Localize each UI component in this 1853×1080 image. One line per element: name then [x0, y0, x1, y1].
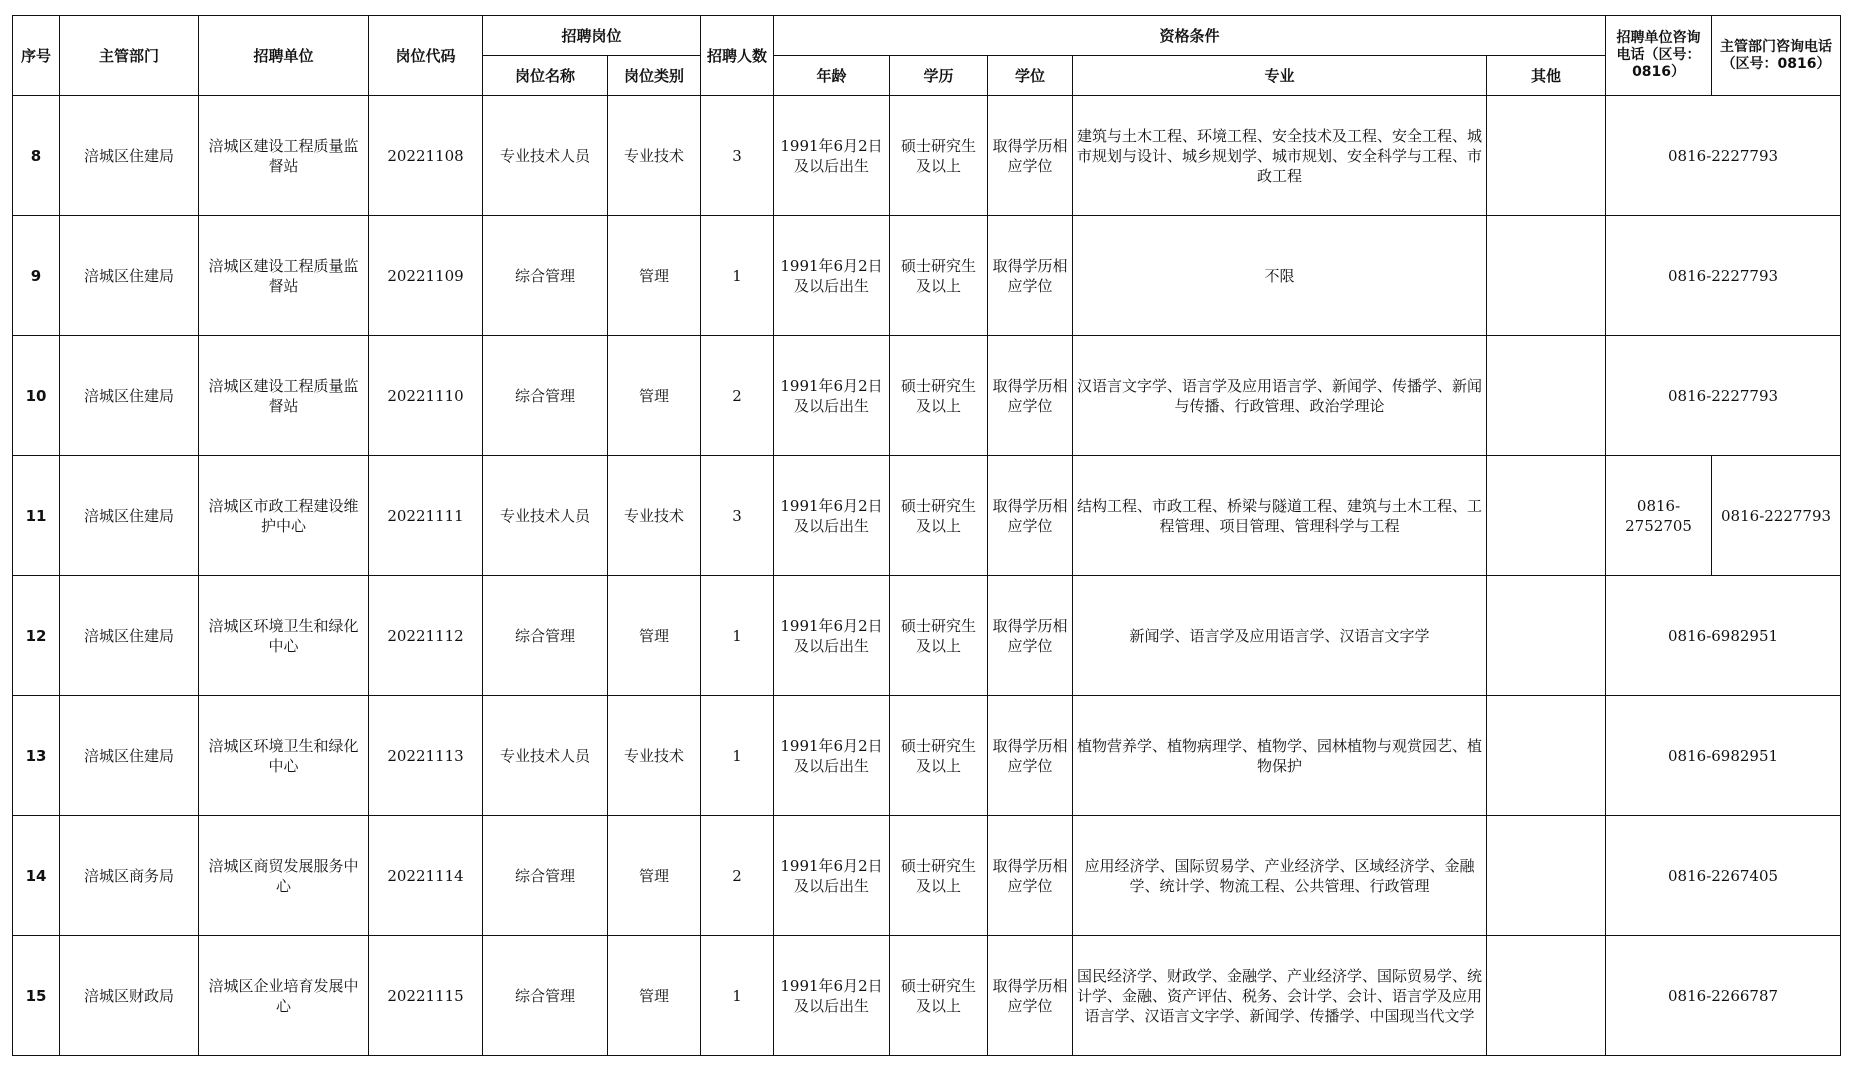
- cell-major: 新闻学、语言学及应用语言学、汉语言文字学: [1073, 576, 1487, 696]
- cell-unit: 涪城区环境卫生和绿化中心: [199, 576, 369, 696]
- cell-count: 3: [701, 456, 774, 576]
- cell-position-name: 综合管理: [483, 816, 608, 936]
- table-row: [13, 456, 1841, 576]
- cell-phone: 0816-2227793: [1606, 216, 1841, 336]
- cell-code: 20221112: [369, 576, 483, 696]
- cell-dept: 涪城区住建局: [60, 96, 199, 216]
- cell-seq: 9: [13, 216, 60, 336]
- header-row-1: [13, 16, 1841, 56]
- table-row: [13, 336, 1841, 456]
- cell-code: 20221109: [369, 216, 483, 336]
- cell-other: [1487, 576, 1606, 696]
- cell-major: 国民经济学、财政学、金融学、产业经济学、国际贸易学、统计学、金融、资产评估、税务、会计学、会计、语言学及应用语言学、汉语言文字学、新闻学、传播学、中国现当代文学: [1073, 936, 1487, 1056]
- cell-age: 1991年6月2日及以后出生: [774, 336, 890, 456]
- cell-phone: 0816-2267405: [1606, 816, 1841, 936]
- header-position-group: 招聘岗位: [483, 16, 701, 56]
- cell-unit: 涪城区建设工程质量监督站: [199, 336, 369, 456]
- cell-dept: 涪城区住建局: [60, 336, 199, 456]
- cell-seq: 12: [13, 576, 60, 696]
- cell-edu: 硕士研究生及以上: [890, 456, 988, 576]
- cell-code: 20221110: [369, 336, 483, 456]
- header-age: 年龄: [774, 56, 890, 96]
- cell-position-type: 管理: [608, 576, 701, 696]
- header-unit: 招聘单位: [199, 16, 369, 96]
- cell-code: 20221111: [369, 456, 483, 576]
- header-unit-phone: 招聘单位咨询电话（区号：0816）: [1606, 16, 1712, 96]
- cell-count: 2: [701, 336, 774, 456]
- table-row: [13, 96, 1841, 216]
- cell-count: 1: [701, 576, 774, 696]
- cell-degree: 取得学历相应学位: [988, 936, 1073, 1056]
- cell-position-type: 管理: [608, 216, 701, 336]
- cell-other: [1487, 216, 1606, 336]
- cell-age: 1991年6月2日及以后出生: [774, 456, 890, 576]
- cell-dept: 涪城区财政局: [60, 936, 199, 1056]
- header-dept: 主管部门: [60, 16, 199, 96]
- cell-dept: 涪城区住建局: [60, 576, 199, 696]
- cell-dept-phone: 0816-2227793: [1712, 456, 1841, 576]
- header-major: 专业: [1073, 56, 1487, 96]
- cell-edu: 硕士研究生及以上: [890, 96, 988, 216]
- cell-age: 1991年6月2日及以后出生: [774, 216, 890, 336]
- cell-degree: 取得学历相应学位: [988, 96, 1073, 216]
- cell-position-type: 管理: [608, 936, 701, 1056]
- cell-count: 3: [701, 96, 774, 216]
- cell-dept: 涪城区商务局: [60, 816, 199, 936]
- cell-unit: 涪城区商贸发展服务中心: [199, 816, 369, 936]
- cell-edu: 硕士研究生及以上: [890, 336, 988, 456]
- cell-position-type: 专业技术: [608, 696, 701, 816]
- cell-seq: 14: [13, 816, 60, 936]
- cell-position-type: 专业技术: [608, 456, 701, 576]
- header-dept-phone: 主管部门咨询电话（区号：0816）: [1712, 16, 1841, 96]
- header-degree: 学位: [988, 56, 1073, 96]
- cell-edu: 硕士研究生及以上: [890, 696, 988, 816]
- cell-age: 1991年6月2日及以后出生: [774, 696, 890, 816]
- cell-major: 植物营养学、植物病理学、植物学、园林植物与观赏园艺、植物保护: [1073, 696, 1487, 816]
- cell-position-type: 专业技术: [608, 96, 701, 216]
- cell-major: 结构工程、市政工程、桥梁与隧道工程、建筑与土木工程、工程管理、项目管理、管理科学与工程: [1073, 456, 1487, 576]
- cell-seq: 11: [13, 456, 60, 576]
- cell-other: [1487, 96, 1606, 216]
- cell-other: [1487, 456, 1606, 576]
- cell-seq: 10: [13, 336, 60, 456]
- cell-phone: 0816-2227793: [1606, 96, 1841, 216]
- cell-major: 不限: [1073, 216, 1487, 336]
- cell-phone: 0816-2227793: [1606, 336, 1841, 456]
- cell-edu: 硕士研究生及以上: [890, 816, 988, 936]
- cell-other: [1487, 696, 1606, 816]
- table-row: [13, 936, 1841, 1056]
- cell-degree: 取得学历相应学位: [988, 456, 1073, 576]
- cell-age: 1991年6月2日及以后出生: [774, 96, 890, 216]
- cell-unit: 涪城区环境卫生和绿化中心: [199, 696, 369, 816]
- header-position-name: 岗位名称: [483, 56, 608, 96]
- cell-count: 1: [701, 216, 774, 336]
- cell-age: 1991年6月2日及以后出生: [774, 576, 890, 696]
- cell-edu: 硕士研究生及以上: [890, 576, 988, 696]
- table-row: [13, 576, 1841, 696]
- cell-unit: 涪城区建设工程质量监督站: [199, 96, 369, 216]
- cell-code: 20221115: [369, 936, 483, 1056]
- header-position-type: 岗位类别: [608, 56, 701, 96]
- cell-unit: 涪城区企业培育发展中心: [199, 936, 369, 1056]
- cell-seq: 8: [13, 96, 60, 216]
- cell-unit: 涪城区建设工程质量监督站: [199, 216, 369, 336]
- cell-degree: 取得学历相应学位: [988, 216, 1073, 336]
- cell-position-name: 综合管理: [483, 576, 608, 696]
- cell-phone: 0816-6982951: [1606, 696, 1841, 816]
- cell-seq: 13: [13, 696, 60, 816]
- cell-edu: 硕士研究生及以上: [890, 936, 988, 1056]
- cell-position-name: 专业技术人员: [483, 456, 608, 576]
- recruitment-table: [12, 15, 1841, 1056]
- cell-dept: 涪城区住建局: [60, 696, 199, 816]
- cell-age: 1991年6月2日及以后出生: [774, 816, 890, 936]
- cell-degree: 取得学历相应学位: [988, 816, 1073, 936]
- cell-position-name: 综合管理: [483, 336, 608, 456]
- table-row: [13, 816, 1841, 936]
- table-row: [13, 216, 1841, 336]
- cell-other: [1487, 336, 1606, 456]
- header-qualification-group: 资格条件: [774, 16, 1606, 56]
- cell-code: 20221108: [369, 96, 483, 216]
- cell-dept: 涪城区住建局: [60, 456, 199, 576]
- cell-position-type: 管理: [608, 336, 701, 456]
- cell-phone: 0816-6982951: [1606, 576, 1841, 696]
- header-seq: 序号: [13, 16, 60, 96]
- cell-degree: 取得学历相应学位: [988, 336, 1073, 456]
- cell-degree: 取得学历相应学位: [988, 696, 1073, 816]
- cell-degree: 取得学历相应学位: [988, 576, 1073, 696]
- cell-position-name: 专业技术人员: [483, 96, 608, 216]
- cell-major: 建筑与土木工程、环境工程、安全技术及工程、安全工程、城市规划与设计、城乡规划学、城市规划、安全科学与工程、市政工程: [1073, 96, 1487, 216]
- cell-age: 1991年6月2日及以后出生: [774, 936, 890, 1056]
- cell-other: [1487, 936, 1606, 1056]
- cell-unit: 涪城区市政工程建设维护中心: [199, 456, 369, 576]
- cell-unit-phone: 0816-2752705: [1606, 456, 1712, 576]
- cell-position-name: 综合管理: [483, 216, 608, 336]
- cell-position-type: 管理: [608, 816, 701, 936]
- cell-code: 20221113: [369, 696, 483, 816]
- cell-code: 20221114: [369, 816, 483, 936]
- cell-dept: 涪城区住建局: [60, 216, 199, 336]
- table-row: [13, 696, 1841, 816]
- cell-seq: 15: [13, 936, 60, 1056]
- header-code: 岗位代码: [369, 16, 483, 96]
- cell-major: 应用经济学、国际贸易学、产业经济学、区域经济学、金融学、统计学、物流工程、公共管理、行政管理: [1073, 816, 1487, 936]
- cell-position-name: 专业技术人员: [483, 696, 608, 816]
- cell-position-name: 综合管理: [483, 936, 608, 1056]
- cell-edu: 硕士研究生及以上: [890, 216, 988, 336]
- cell-major: 汉语言文字学、语言学及应用语言学、新闻学、传播学、新闻与传播、行政管理、政治学理论: [1073, 336, 1487, 456]
- header-other: 其他: [1487, 56, 1606, 96]
- cell-count: 1: [701, 936, 774, 1056]
- cell-other: [1487, 816, 1606, 936]
- header-edu: 学历: [890, 56, 988, 96]
- header-count: 招聘人数: [701, 16, 774, 96]
- cell-count: 2: [701, 816, 774, 936]
- cell-phone: 0816-2266787: [1606, 936, 1841, 1056]
- cell-count: 1: [701, 696, 774, 816]
